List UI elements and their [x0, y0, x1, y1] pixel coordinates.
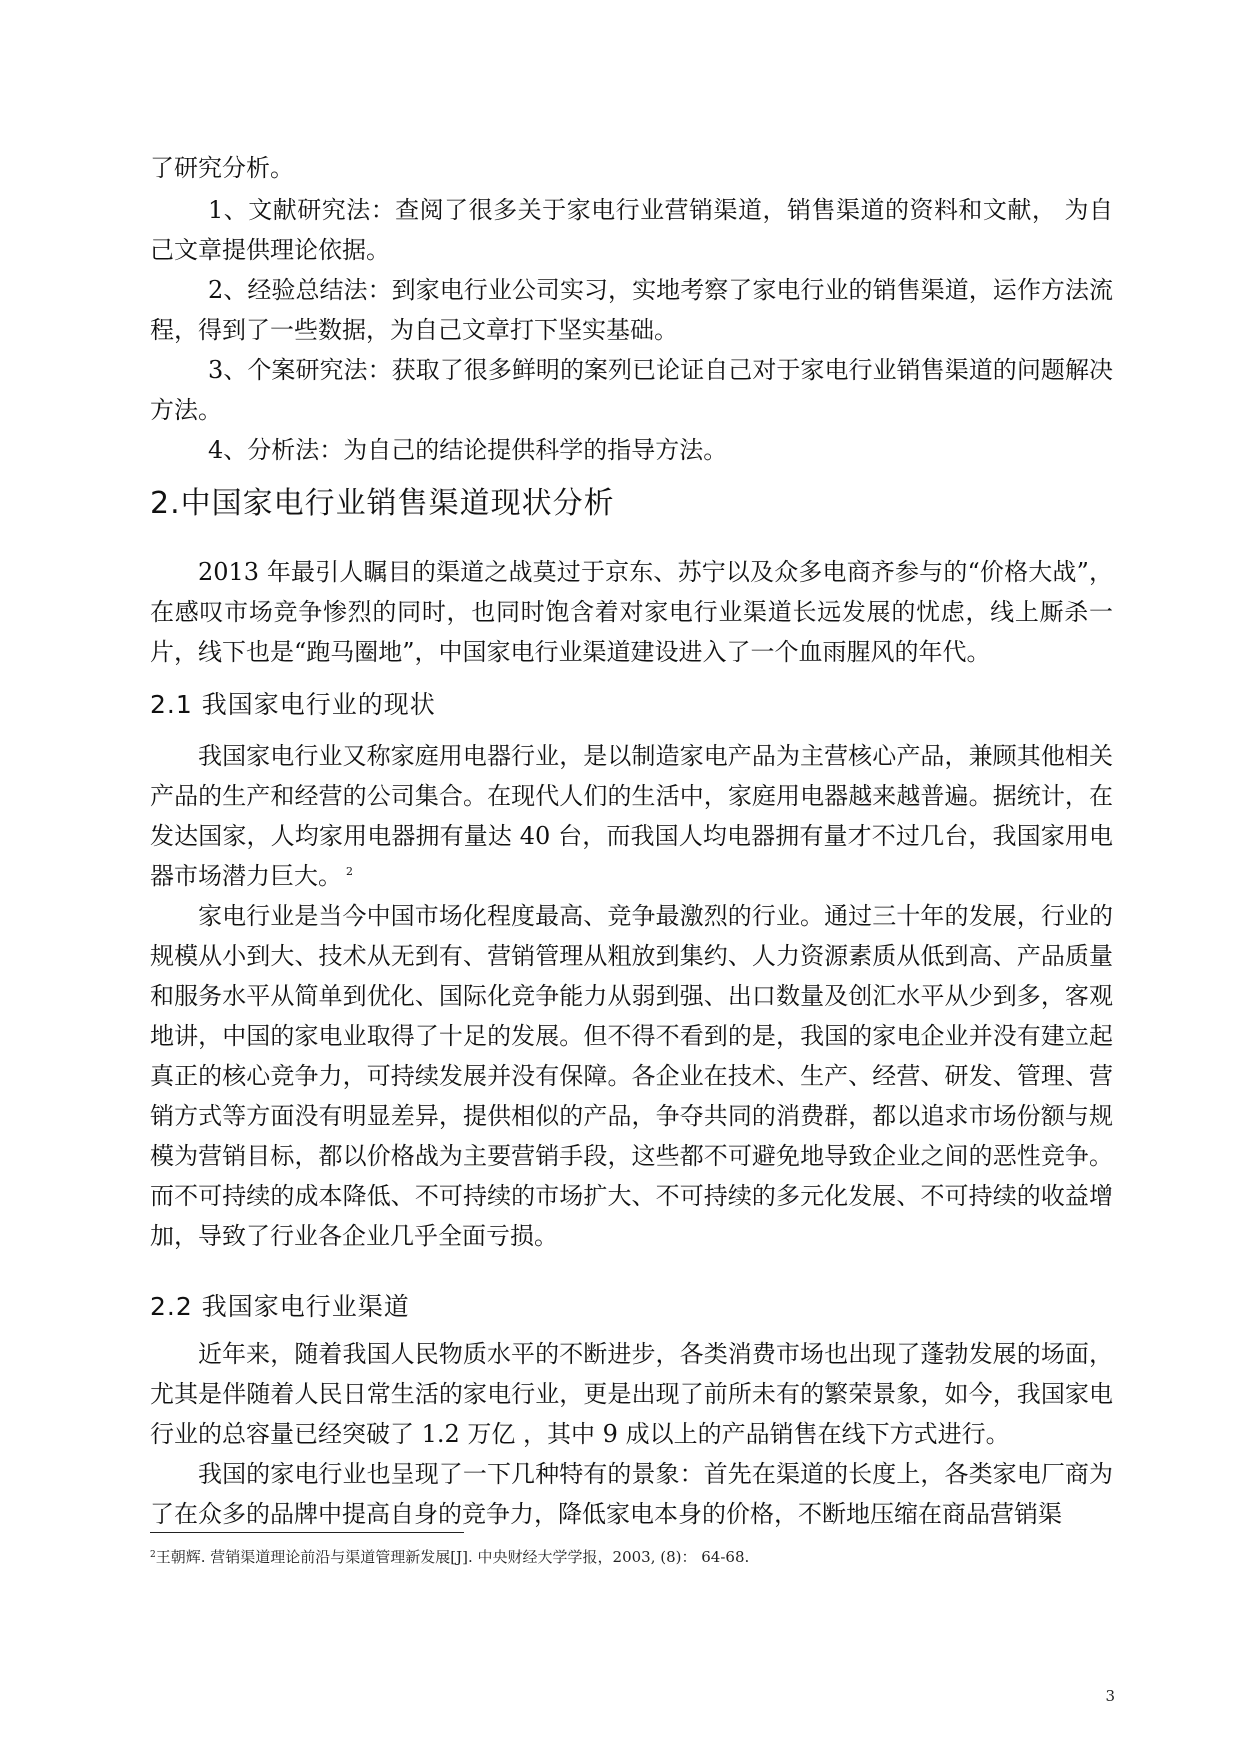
- intro-tail-text: 了研究分析。: [150, 154, 294, 182]
- method-analysis: 4、分析法：为自己的结论提供科学的指导方法。: [208, 436, 728, 464]
- section-2-2-paragraph-1: 近年来，随着我国人民物质水平的不断进步，各类消费市场也出现了蓬勃发展的场面，尤其是伴随着人民日常生活的家电行业，更是出现了前所未有的繁荣景象，如今，我国家电行业的总容量已经突破了 1.2 万亿 ，其中 9 成以上的产品销售在线下方式进行。: [150, 1340, 1113, 1448]
- section-2-1-body: [150, 736, 1113, 1256]
- section-2-1-paragraph-2: 家电行业是当今中国市场化程度最高、竞争最激烈的行业。通过三十年的发展，行业的规模从小到大、技术从无到有、营销管理从粗放到集约、人力资源素质从低到高、产品质量和服务水平从简单到优化、国际化竞争能力从弱到强、出口数量及创汇水平从少到多，客观地讲，中国的家电业取得了十足的发展。但不得不看到的是，我国的家电企业并没有建立起真正的核心竞争力，可持续发展并没有保障。各企业在技术、生产、经营、研发、管理、营销方式等方面没有明显差异，提供相似的产品，争夺共同的消费群，都以追求市场份额与规模为营销目标，都以价格战为主要营销手段，这些都不可避免地导致企业之间的恶性竞争。而不可持续的成本降低、不可持续的市场扩大、不可持续的多元化发展、不可持续的收益增加，导致了行业各企业几乎全面亏损。: [150, 902, 1113, 1250]
- method-literature: 1、文献研究法：查阅了很多关于家电行业营销渠道，销售渠道的资料和文献， 为自己文章提供理论依据。: [150, 196, 1113, 264]
- method-experience: 2、经验总结法：到家电行业公司实习，实地考察了家电行业的销售渠道，运作方法流程，得到了一些数据，为自己文章打下坚实基础。: [150, 276, 1113, 344]
- section-2-2-body: [150, 1334, 1113, 1534]
- method-case-study: 3、个案研究法：获取了很多鲜明的案列已论证自己对于家电行业销售渠道的问题解决方法。: [150, 356, 1113, 424]
- page-number: 3: [1105, 1687, 1115, 1705]
- footnote-marker: 2: [150, 1550, 156, 1560]
- section-2-intro: 2013 年最引人瞩目的渠道之战莫过于京东、苏宁以及众多电商齐参与的“价格大战”，在感叹市场竞争惨烈的同时，也同时饱含着对家电行业渠道长远发展的忧虑，线上厮杀一片，线下也是“跑马圈地”，中国家电行业渠道建设进入了一个血雨腥风的年代。: [150, 558, 1113, 666]
- section-2-2-heading: 2.2 我国家电行业渠道: [150, 1292, 410, 1321]
- footnote: [150, 1546, 1113, 1568]
- footnote-divider: [150, 1532, 464, 1533]
- section-2-heading: 2.中国家电行业销售渠道现状分析: [150, 486, 615, 521]
- section-2-1-paragraph-1-text: 我国家电行业又称家庭用电器行业，是以制造家电产品为主营核心产品，兼顾其他相关产品的生产和经营的公司集合。在现代人们的生活中，家庭用电器越来越普遍。据统计，在发达国家，人均家用电器拥有量达 40 台，而我国人均电器拥有量才不过几台，我国家用电器市场潜力巨大。: [150, 742, 1113, 890]
- footnote-reference: 2: [346, 865, 353, 878]
- section-2-1-heading: 2.1 我国家电行业的现状: [150, 690, 436, 719]
- section-2-body: [150, 552, 1113, 672]
- footnote-text: 王朝辉. 营销渠道理论前沿与渠道管理新发展[J]. 中央财经大学学报，2003, (8)： 64-68.: [155, 1548, 750, 1566]
- intro-tail: [150, 148, 1113, 188]
- section-2-1-paragraph-1: [150, 736, 1113, 896]
- section-2-2-paragraph-2: 我国的家电行业也呈现了一下几种特有的景象：首先在渠道的长度上，各类家电厂商为了在众多的品牌中提高自身的竞争力，降低家电本身的价格，不断地压缩在商品营销渠: [150, 1460, 1113, 1528]
- research-methods-list: [150, 190, 1113, 470]
